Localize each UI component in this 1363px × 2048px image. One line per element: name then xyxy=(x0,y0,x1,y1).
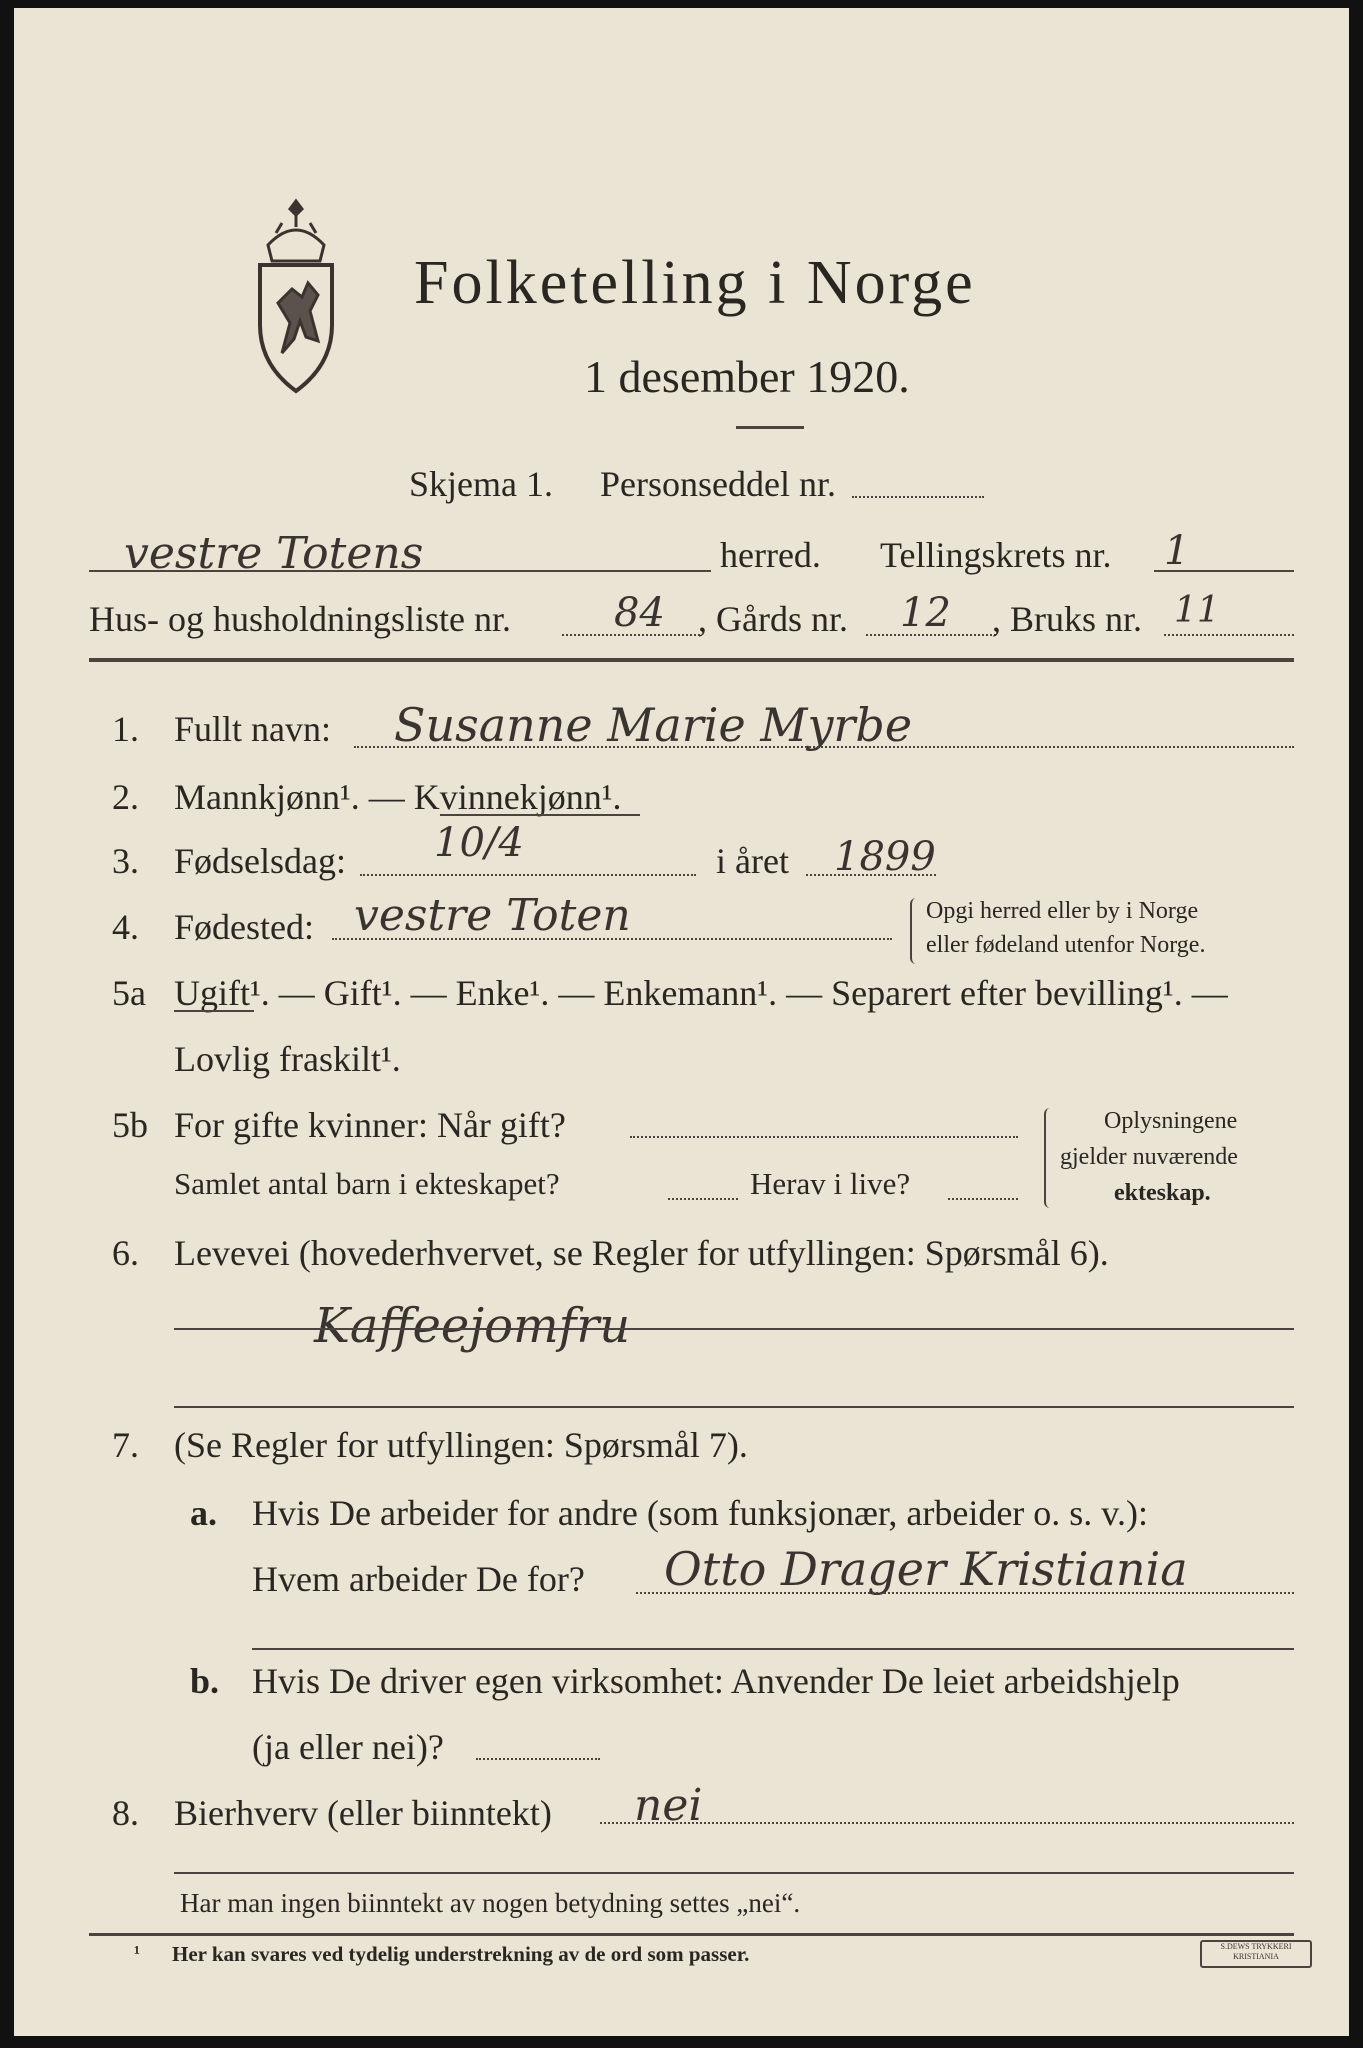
q3-number: 3. xyxy=(112,841,139,881)
q5a-number: 5a xyxy=(112,973,146,1013)
herred-label: herred. xyxy=(720,535,821,575)
marital-status-options[interactable]: Ugift¹. — Gift¹. — Enke¹. — Enkemann¹. — Separert efter bevilling¹. — xyxy=(174,973,1228,1013)
footnote-mark: ¹ xyxy=(134,1942,140,1964)
married-date-field[interactable] xyxy=(630,1136,1018,1138)
q4-number: 4. xyxy=(112,907,139,947)
q7a-line2: Hvem arbeider De for? xyxy=(252,1559,585,1599)
q4-label: Fødested: xyxy=(174,907,314,947)
q3-label: Fødselsdag: xyxy=(174,841,347,881)
q5b-note-brace xyxy=(1044,1108,1054,1208)
q5b-number: 5b xyxy=(112,1105,148,1145)
employer-field xyxy=(636,1592,1294,1594)
employer-value[interactable]: Otto Drager Kristiania xyxy=(664,1542,1188,1596)
side-income-field-2 xyxy=(174,1872,1294,1874)
birth-year-field xyxy=(806,874,936,876)
tellingskrets-value[interactable]: 1 xyxy=(1164,528,1190,574)
birthplace-field xyxy=(332,938,892,940)
birthplace-value[interactable]: vestre Toten xyxy=(354,890,631,941)
side-income-field xyxy=(600,1822,1294,1824)
q2-number: 2. xyxy=(112,777,139,817)
birthday-value[interactable]: 10/4 xyxy=(434,820,524,866)
coat-of-arms-icon xyxy=(246,193,346,403)
ugift-underline xyxy=(174,1010,254,1012)
q7a-letter: a. xyxy=(190,1493,217,1533)
q1-number: 1. xyxy=(112,709,139,749)
q5b-children-label: Samlet antal barn i ekteskapet? xyxy=(174,1166,560,1201)
q5b-note-line1: Oplysningene xyxy=(1104,1108,1238,1134)
gards-field xyxy=(866,634,996,636)
q6-label: Levevei (hovederhvervet, se Regler for utfyllingen: Spørsmål 6). xyxy=(174,1233,1109,1273)
printer-stamp xyxy=(1200,1940,1312,1968)
q5b-note-line3: ekteskap. xyxy=(1114,1180,1211,1206)
marital-status-line2[interactable]: Lovlig fraskilt¹. xyxy=(174,1039,401,1079)
herred-value[interactable]: vestre Totens xyxy=(124,528,424,579)
footnote-text: Her kan svares ved tydelig understrekning av de ord som passer. xyxy=(172,1942,750,1966)
personseddel-field[interactable] xyxy=(852,496,984,498)
occupation-field-2 xyxy=(174,1406,1294,1408)
q6-number: 6. xyxy=(112,1233,139,1273)
q5b-married-label: For gifte kvinner: Når gift? xyxy=(174,1105,566,1145)
liste-field xyxy=(562,634,700,636)
birthday-field xyxy=(360,874,696,876)
gards-label: , Gårds nr. xyxy=(698,599,848,639)
census-date: 1 desember 1920. xyxy=(584,351,910,402)
employer-field-2 xyxy=(252,1648,1294,1650)
q8-number: 8. xyxy=(112,1793,139,1833)
herred-field xyxy=(89,570,711,572)
kvinnekjonn-underline xyxy=(440,814,640,816)
q5b-note-line2: gjelder nuværende xyxy=(1060,1144,1238,1170)
q4-note-brace xyxy=(910,898,920,964)
full-name-field xyxy=(354,746,1294,748)
q8-label: Bierhverv (eller biinntekt) xyxy=(174,1793,552,1833)
hus-label: Hus- og husholdningsliste nr. xyxy=(89,599,512,639)
occupation-value[interactable]: Kaffeejomfru xyxy=(314,1298,631,1354)
full-name-value[interactable]: Susanne Marie Myrbe xyxy=(394,698,913,752)
title-rule xyxy=(736,426,804,429)
footer-note: Har man ingen biinntekt av nogen betydning settes „nei“. xyxy=(180,1888,801,1918)
census-form-sheet xyxy=(14,8,1349,2036)
self-employed-field[interactable] xyxy=(476,1758,600,1760)
footnote-rule xyxy=(89,1933,1294,1936)
birth-year-label: i året xyxy=(716,841,789,881)
q4-note-line2: eller fødeland utenfor Norge. xyxy=(926,932,1206,958)
bruks-label: , Bruks nr. xyxy=(992,599,1143,639)
children-field[interactable] xyxy=(668,1198,738,1200)
birth-year-value[interactable]: 1899 xyxy=(834,834,936,880)
printer-stamp-line1: S.DEWS TRYKKERI xyxy=(1220,1942,1292,1951)
q5b-alive-label: Herav i live? xyxy=(750,1166,911,1201)
header-divider xyxy=(89,658,1294,662)
liste-value[interactable]: 84 xyxy=(614,590,665,636)
tellingskrets-label: Tellingskrets nr. xyxy=(880,535,1112,575)
q1-label: Fullt navn: xyxy=(174,709,332,749)
bruks-value[interactable]: 11 xyxy=(1174,590,1220,631)
tellingskrets-field xyxy=(1154,570,1294,572)
form-title: Folketelling i Norge xyxy=(414,249,976,317)
q7a-line1: Hvis De arbeider for andre (som funksjonær, arbeider o. s. v.): xyxy=(252,1493,1148,1533)
personseddel-label: Personseddel nr. xyxy=(600,464,836,504)
q4-note-line1: Opgi herred eller by i Norge xyxy=(926,898,1199,924)
bruks-field xyxy=(1164,634,1294,636)
skjema-label: Skjema 1. xyxy=(409,464,553,504)
q7-number: 7. xyxy=(112,1425,139,1465)
printer-stamp-line2: KRISTIANIA xyxy=(1233,1952,1279,1961)
side-income-value[interactable]: nei xyxy=(634,1780,703,1831)
gender-options[interactable]: Mannkjønn¹. — Kvinnekjønn¹. xyxy=(174,777,622,817)
q7-label: (Se Regler for utfyllingen: Spørsmål 7). xyxy=(174,1425,748,1465)
q7b-line1: Hvis De driver egen virksomhet: Anvender De leiet arbeidshjelp xyxy=(252,1661,1180,1701)
alive-field[interactable] xyxy=(948,1198,1018,1200)
occupation-field xyxy=(174,1328,1294,1330)
q7b-line2: (ja eller nei)? xyxy=(252,1727,444,1767)
gards-value[interactable]: 12 xyxy=(900,590,951,636)
q7b-letter: b. xyxy=(190,1661,220,1701)
